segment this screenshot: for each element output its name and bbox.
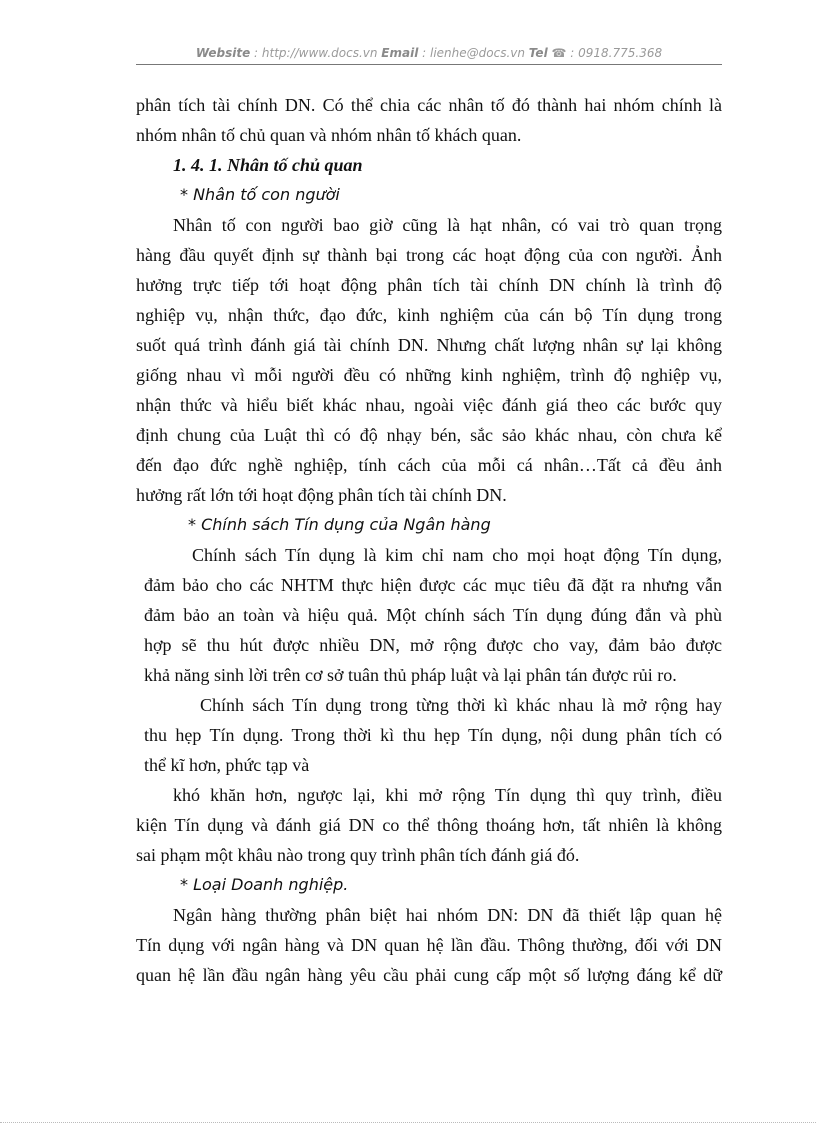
text-line: nghiệp vụ, nhận thức, đạo đức, kinh nghiệm của cán bộ Tín dụng trong	[136, 305, 722, 325]
text-line: Chính sách Tín dụng trong từng thời kì khác nhau là mở rộng hay	[200, 695, 722, 715]
text-line: định chung của Luật thì có độ nhạy bén, sắc sảo khác nhau, còn chưa kể	[136, 425, 722, 445]
tel-label: Tel	[528, 46, 548, 60]
text-line: Ngân hàng thường phân biệt hai nhóm DN: DN đã thiết lập quan hệ	[173, 905, 722, 925]
text-line: hàng đầu quyết định sự thành bại trong các hoạt động của con người. Ảnh	[136, 245, 722, 265]
text-line: quan hệ lần đầu ngân hàng yêu cầu phải cung cấp một số lượng đáng kể dữ	[136, 965, 722, 985]
text-line: thu hẹp Tín dụng. Trong thời kì thu hẹp Tín dụng, nội dung phân tích có	[144, 725, 722, 745]
text-line: Nhân tố con người bao giờ cũng là hạt nhân, có vai trò quan trọng	[173, 215, 722, 235]
text-line: kiện Tín dụng và đánh giá DN co thể thông thoáng hơn, tất nhiên là không	[136, 815, 722, 835]
subheading: * Nhân tố con người	[180, 185, 340, 204]
document-body	[136, 90, 722, 990]
text-line: sai phạm một khâu nào trong quy trình phân tích đánh giá đó.	[136, 845, 580, 865]
text-line: đến đạo đức nghề nghiệp, tính cách của mỗi cá nhân…Tất cả đều ảnh	[136, 455, 722, 475]
email-value: : lienhe@docs.vn	[418, 46, 529, 60]
text-line: hưởng rất lớn tới hoạt động phân tích tài chính DN.	[136, 485, 507, 505]
text-line: nhận thức và hiểu biết khác nhau, ngoài việc đánh giá theo các bước quy	[136, 395, 722, 415]
email-label: Email	[381, 46, 419, 60]
website-label: Website	[195, 46, 251, 60]
text-line: hưởng trực tiếp tới hoạt động phân tích tài chính DN chính là trình độ	[136, 275, 722, 295]
text-line: nhóm nhân tố chủ quan và nhóm nhân tố khách quan.	[136, 125, 522, 145]
text-line: Chính sách Tín dụng là kim chỉ nam cho mọi hoạt động Tín dụng,	[192, 545, 722, 565]
text-line: phân tích tài chính DN. Có thể chia các nhân tố đó thành hai nhóm chính là	[136, 95, 722, 115]
text-line: Tín dụng với ngân hàng và DN quan hệ lần đầu. Thông thường, đối với DN	[136, 935, 722, 955]
text-line: suốt quá trình đánh giá tài chính DN. Nhưng chất lượng nhân sự lại không	[136, 335, 722, 355]
text-line: giống nhau vì mỗi người đều có những kinh nghiệm, trình độ nghiệp vụ,	[136, 365, 722, 385]
text-line: đảm bảo cho các NHTM thực hiện được các mục tiêu đã đặt ra nhưng vẫn	[144, 575, 722, 595]
website-value: : http://www.docs.vn	[250, 46, 382, 60]
text-line: khó khăn hơn, ngược lại, khi mở rộng Tín dụng thì quy trình, điều	[173, 785, 722, 805]
page-header	[136, 46, 722, 65]
text-line: khả năng sinh lời trên cơ sở tuân thủ pháp luật và lại phân tán được rủi ro.	[144, 665, 677, 685]
subheading: * Chính sách Tín dụng của Ngân hàng	[188, 515, 491, 534]
text-line: thể kĩ hơn, phức tạp và	[144, 755, 310, 775]
text-line: đảm bảo an toàn và hiệu quả. Một chính sách Tín dụng đúng đắn và phù	[144, 605, 722, 625]
text-line: hợp sẽ thu hút được nhiều DN, mở rộng được cho vay, đảm bảo được	[144, 635, 722, 655]
subheading: * Loại Doanh nghiệp.	[180, 875, 349, 894]
section-heading: 1. 4. 1. Nhân tố chủ quan	[173, 155, 363, 175]
tel-value: ☎ : 0918.775.368	[547, 46, 663, 60]
